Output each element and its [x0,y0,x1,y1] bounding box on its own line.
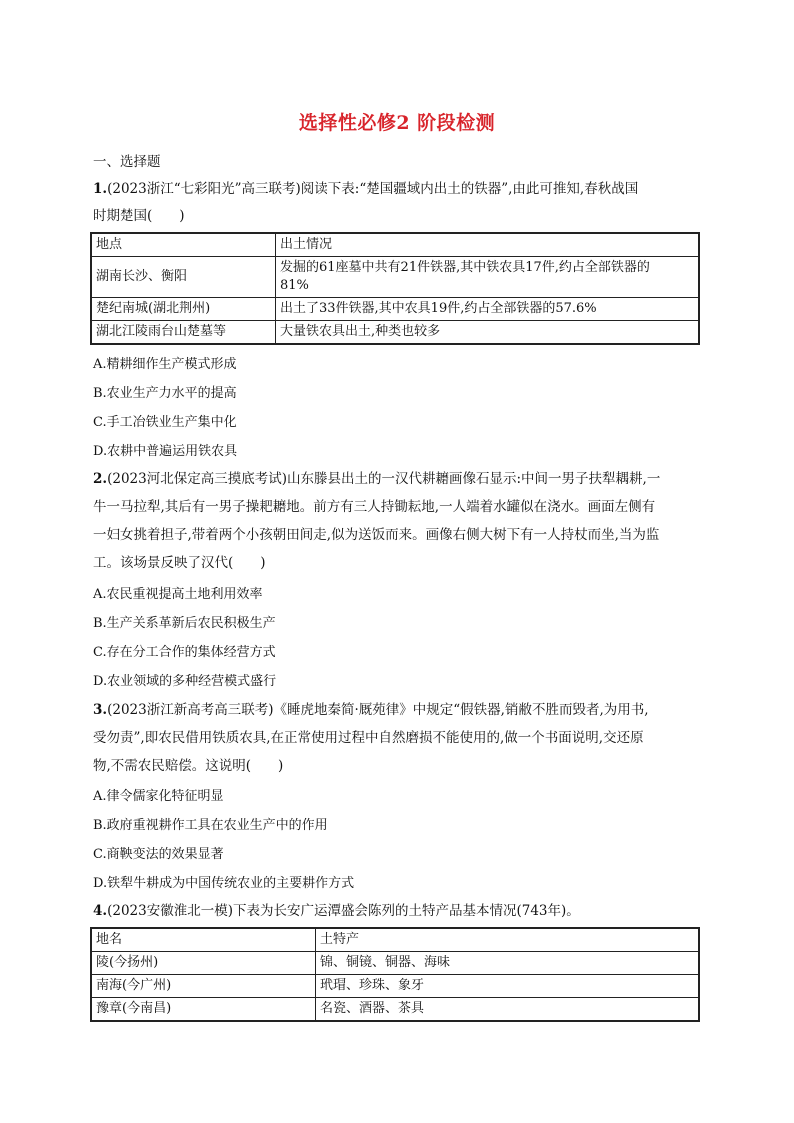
table-1 [90,232,700,345]
table-cell: 大量铁农具出土,种类也较多 [276,321,700,345]
table-row [91,321,699,345]
question-text: 牛一马拉犁,其后有一男子操耙耱地。前方有三人持锄耘地,一人端着水罐似在浇水。画面左侧有 [93,499,656,515]
table-cell: 出土了33件铁器,其中农具19件,约占全部铁器的57.6% [276,298,700,321]
option-c: C.商鞅变法的效果显著 [93,847,224,862]
table-row [91,975,699,998]
question-text: 时期楚国( ) [93,208,185,224]
table-header-cell: 地名 [91,928,316,952]
question-text: (2023浙江新高考高三联考)《睡虎地秦简·厩苑律》中规定“假铁器,销敝不胜而毁者,为用书, [107,702,649,718]
question-text: 受勿责”,即农民借用铁质农具,在正常使用过程中自然磨损不能使用的,做一个书面说明,交还原 [93,730,644,746]
question-text: 一妇女挑着担子,带着两个小孩朝田间走,似为送饭而来。画像右侧大树下有一人持杖而坐,当为监 [93,527,660,543]
option-a: A.农民重视提高土地利用效率 [93,587,263,602]
question-3 [93,701,649,719]
question-number: 3. [93,702,108,718]
table-cell: 楚纪南城(湖北荆州) [91,298,276,321]
option-d: D.铁犁牛耕成为中国传统农业的主要耕作方式 [93,876,355,891]
table-cell: 锦、铜镜、铜器、海味 [316,952,700,975]
option-a: A.精耕细作生产模式形成 [93,357,237,372]
table-cell: 南海(今广州) [91,975,316,998]
table-cell: 豫章(今南昌) [91,998,316,1022]
option-c: C.存在分工合作的集体经营方式 [93,645,276,660]
table-cell: 玳瑁、珍珠、象牙 [316,975,700,998]
table-row [91,998,699,1022]
table-cell: 陵(今扬州) [91,952,316,975]
table-row [91,952,699,975]
table-header-row [91,233,699,257]
table-cell: 名瓷、酒器、茶具 [316,998,700,1022]
page-title: 选择性必修2 阶段检测 [298,112,496,134]
question-text: 物,不需农民赔偿。这说明( ) [93,758,284,774]
table-row [91,298,699,321]
table-2 [90,927,700,1022]
table-cell-line: 81% [280,278,309,293]
question-text: (2023浙江“七彩阳光”高三联考)阅读下表:“楚国疆域内出土的铁器”,由此可推知,春秋战国 [107,181,639,197]
table-cell-line: 发掘的61座墓中共有21件铁器,其中铁农具17件,约占全部铁器的 [280,260,650,275]
table-header-row [91,928,699,952]
question-text: (2023河北保定高三摸底考试)山东滕县出土的一汉代耕耱画像石显示:中间一男子扶犁耦耕,一 [107,471,661,487]
question-text: (2023安徽淮北一模)下表为长安广运潭盛会陈列的土特产品基本情况(743年)。 [107,903,580,919]
section-heading: 一、选择题 [93,154,161,170]
option-b: B.政府重视耕作工具在农业生产中的作用 [93,818,328,833]
question-text: 工。该场景反映了汉代( ) [93,555,266,571]
table-header-cell: 出土情况 [276,233,700,257]
table-cell: 湖北江陵雨台山楚墓等 [91,321,276,345]
option-d: D.农耕中普遍运用铁农具 [93,444,238,459]
option-a: A.律令儒家化特征明显 [93,789,224,804]
table-cell: 湖南长沙、衡阳 [91,257,276,298]
option-c: C.手工冶铁业生产集中化 [93,415,237,430]
option-d: D.农业领域的多种经营模式盛行 [93,674,277,689]
option-b: B.农业生产力水平的提高 [93,386,237,401]
question-number: 1. [93,181,108,197]
question-1 [93,180,638,198]
option-b: B.生产关系革新后农民积极生产 [93,616,276,631]
table-header-cell: 土特产 [316,928,700,952]
question-2 [93,470,660,488]
table-header-cell: 地点 [91,233,276,257]
table-cell [276,257,700,298]
question-number: 2. [93,471,108,487]
table-row [91,257,699,298]
question-4 [93,902,580,920]
question-number: 4. [93,903,108,919]
